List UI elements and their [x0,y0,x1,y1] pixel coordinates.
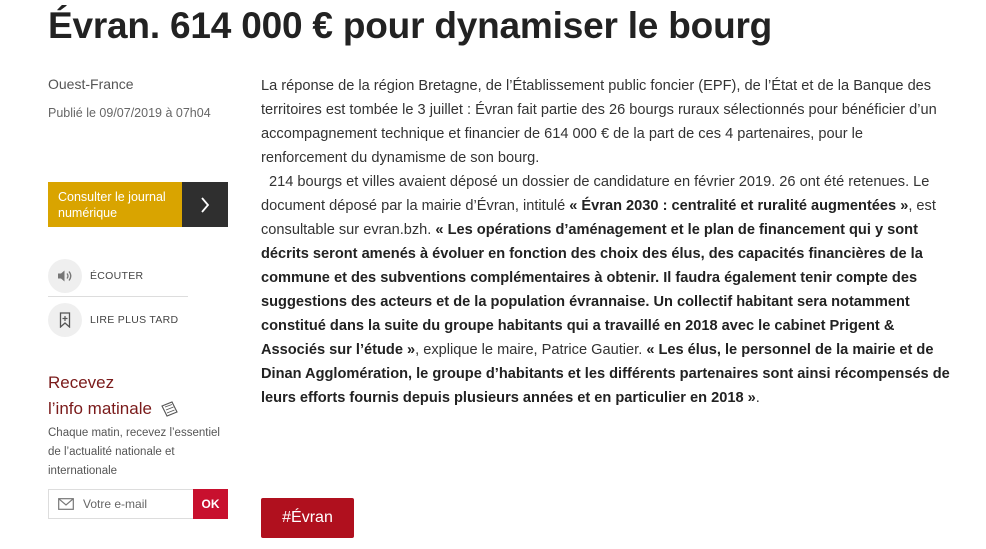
envelope-icon [49,490,83,518]
bookmark-icon [48,303,82,337]
p2-text-a: 214 bourgs et villes avaient déposé un dossier de candidature en février 2019. 26 ont été retenues. Le document déposé par la mairie d’Évran, intitulé [261,174,930,214]
p2-quote-mayor: « Les opérations d’aménagement et le plan de financement qui y sont décrits seront amenés à évoluer en fonction des choix des élus, des capacités financières de la commune et des subventions complémentaires à obtenir. Il faudra également tenir compte des suggestions des acteurs et de la population évrannaise. Un collectif habitant sera notamment constitué dans la suite du groupe habitants qui a travaillé en 2018 avec le cabinet Prigent & Associés sur l’étude » [261,222,923,358]
article-body [261,74,951,410]
listen-button[interactable] [48,256,188,296]
newsletter-ok-button[interactable]: OK [193,489,228,519]
newsletter-title-line2: l’info matinale [48,399,152,418]
digital-journal-label: Consulter le journal numérique [48,182,182,227]
newsletter-description: Chaque matin, recevez l’essentiel de l’actualité nationale et internationale [48,427,220,477]
newsletter-title-line1: Recevez [48,373,115,392]
read-later-button[interactable] [48,300,188,340]
newsletter-title [48,370,180,422]
p2-quote-elus: « Les élus, le personnel de la mairie et de Dinan Agglomération, le groupe d’habitants et les différents partenaires sont ainsi récompensés de leurs efforts fournis depuis plusieurs années et en particulier en 2018 » [261,342,950,406]
newsletter-icon [160,400,180,418]
p2-text-e: , explique le maire, Patrice Gautier. [415,342,647,358]
read-later-label: LIRE PLUS TARD [90,314,179,326]
newsletter-form [48,489,228,519]
article-paragraph-1: La réponse de la région Bretagne, de l’Établissement public foncier (EPF), de l’État et de la Banque des territoires est tombée le 3 juillet : Évran fait partie des 26 bourgs ruraux sélectionnés pour bénéficier d’un accompagnement technique et financier de 614 000 € de la part de ces 4 partenaires, pour le renforcement du dynamisme de son bourg. [261,78,937,166]
chevron-right-icon [182,182,228,227]
listen-label: ÉCOUTER [90,270,144,282]
article-paragraph-2 [261,170,951,410]
email-input[interactable] [83,490,193,518]
speaker-icon [48,259,82,293]
action-divider [48,296,188,297]
article-source: Ouest-France [48,76,134,92]
newsletter-title-line2-row [48,396,180,422]
p2-text-g: . [755,390,760,406]
article-title: Évran. 614 000 € pour dynamiser le bourg [48,5,773,46]
p2-text-c: , est consultable sur evran.bzh. [261,198,936,238]
tag-evran[interactable]: #Évran [261,498,354,538]
publication-date: Publié le 09/07/2019 à 07h04 [48,106,211,120]
digital-journal-button[interactable] [48,182,228,227]
p2-quote-title: « Évran 2030 : centralité et ruralité augmentées » [569,198,909,214]
